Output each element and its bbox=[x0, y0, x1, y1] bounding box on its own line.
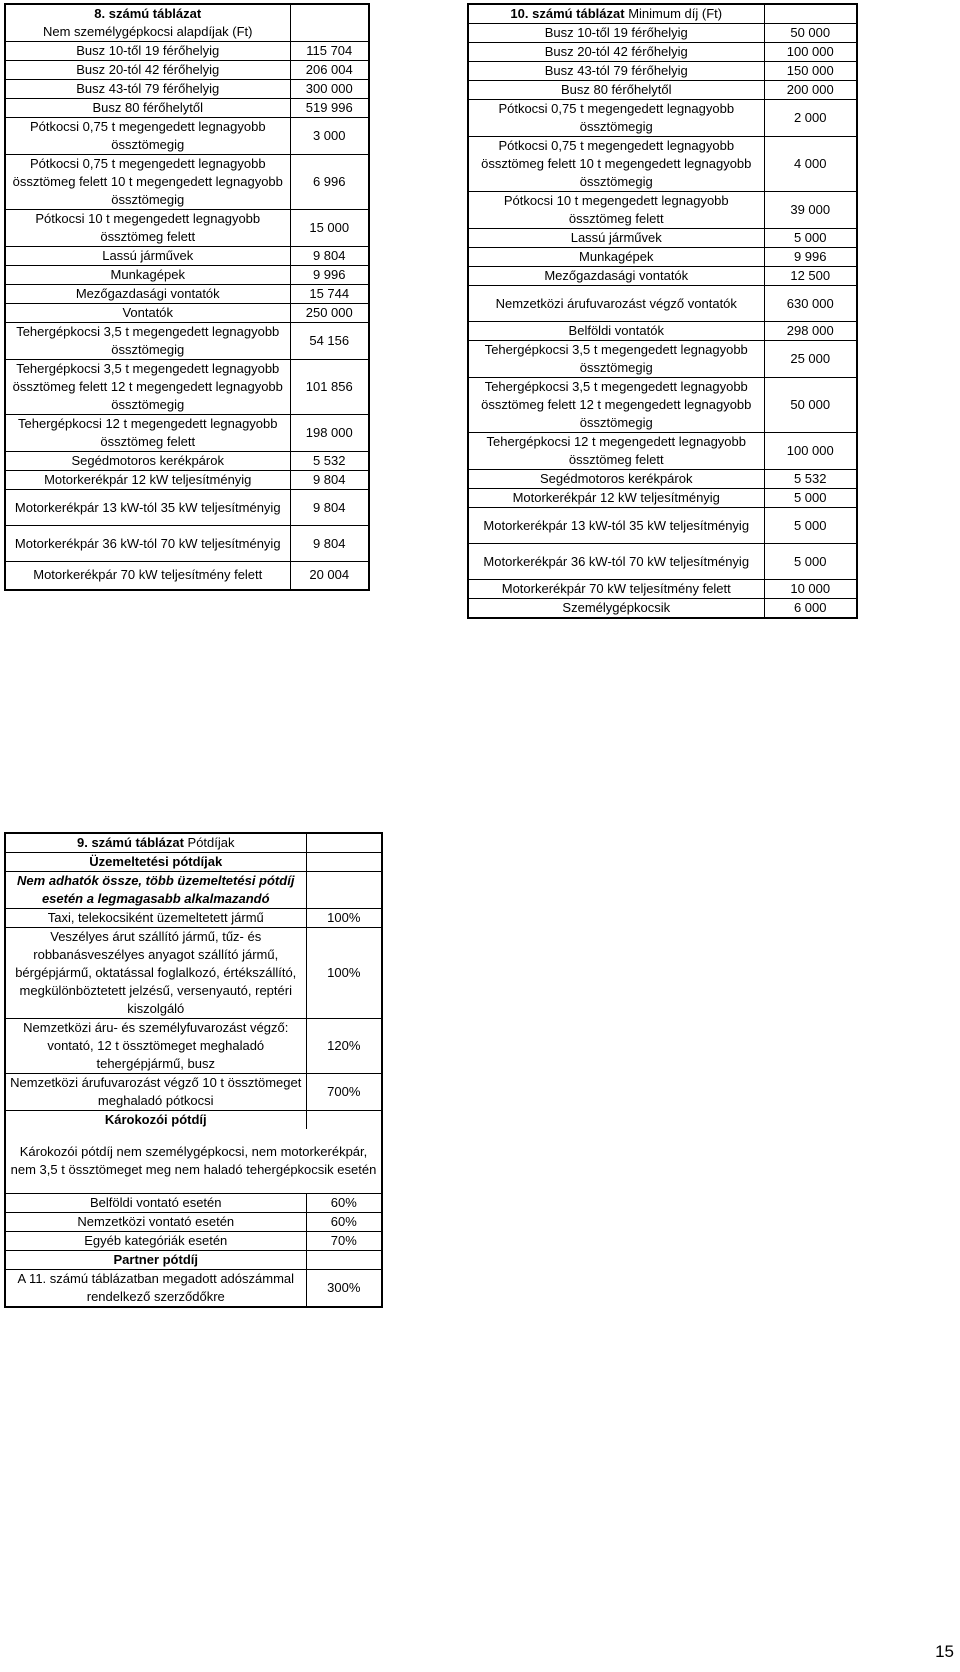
table-row: Nemzetközi árufuvarozást végző 10 t össztömeget meghaladó pótkocsi 700% bbox=[5, 1074, 382, 1111]
table-row: Tehergépkocsi 3,5 t megengedett legnagyobb össztömeg felett 12 t megengedett legnagyobb össztömegig 50 000 bbox=[468, 378, 857, 433]
section-title-operating: Üzemeltetési pótdíjak bbox=[5, 853, 306, 872]
table-row: Motorkerékpár 36 kW-tól 70 kW teljesítményig 5 000 bbox=[468, 544, 857, 580]
table-row: Tehergépkocsi 3,5 t megengedett legnagyobb össztömegig 25 000 bbox=[468, 341, 857, 378]
table-row: Egyéb kategóriák esetén 70% bbox=[5, 1231, 382, 1250]
table-row: Pótkocsi 0,75 t megengedett legnagyobb össztömeg felett 10 t megengedett legnagyobb össztömegig 4 000 bbox=[468, 137, 857, 192]
table-row: Segédmotoros kerékpárok 5 532 bbox=[468, 470, 857, 489]
table-row: Segédmotoros kerékpárok 5 532 bbox=[5, 452, 369, 471]
table-row: Motorkerékpár 13 kW-tól 35 kW teljesítményig 5 000 bbox=[468, 508, 857, 544]
table-row: Motorkerékpár 36 kW-tól 70 kW teljesítményig 9 804 bbox=[5, 526, 369, 562]
table-row: Busz 80 férőhelytől 200 000 bbox=[468, 81, 857, 100]
table-8-subtitle: Nem személygépkocsi alapdíjak (Ft) bbox=[5, 23, 290, 42]
table-row: Pótkocsi 0,75 t megengedett legnagyobb össztömegig 2 000 bbox=[468, 100, 857, 137]
table-row: Tehergépkocsi 12 t megengedett legnagyobb össztömeg felett 100 000 bbox=[468, 433, 857, 470]
section-title-partner: Partner pótdíj bbox=[5, 1250, 306, 1269]
table-row: Nemzetközi vontató esetén 60% bbox=[5, 1212, 382, 1231]
table-row: Lassú járművek 9 804 bbox=[5, 247, 369, 266]
table-row: Motorkerékpár 12 kW teljesítményig 5 000 bbox=[468, 489, 857, 508]
table-row: Motorkerékpár 70 kW teljesítmény felett 20 004 bbox=[5, 562, 369, 590]
table-row: Busz 10-től 19 férőhelyig 115 704 bbox=[5, 42, 369, 61]
table-row: Mezőgazdasági vontatók 12 500 bbox=[468, 267, 857, 286]
table-row: Pótkocsi 0,75 t megengedett legnagyobb össztömegig 3 000 bbox=[5, 118, 369, 155]
table-9 bbox=[4, 832, 383, 1308]
section-note-operating: Nem adhatók össze, több üzemeltetési pótdíj esetén a legmagasabb alkalmazandó bbox=[5, 872, 306, 909]
table-row: Tehergépkocsi 12 t megengedett legnagyobb össztömeg felett 198 000 bbox=[5, 415, 369, 452]
table-row: Motorkerékpár 70 kW teljesítmény felett 10 000 bbox=[468, 580, 857, 599]
table-row: Busz 43-tól 79 férőhelyig 150 000 bbox=[468, 62, 857, 81]
table-row: Nemzetközi árufuvarozást végző vontatók 630 000 bbox=[468, 286, 857, 322]
table-row: Motorkerékpár 12 kW teljesítményig 9 804 bbox=[5, 471, 369, 490]
table-row: Munkagépek 9 996 bbox=[468, 248, 857, 267]
table-row: Belföldi vontató esetén 60% bbox=[5, 1193, 382, 1212]
table-10 bbox=[467, 3, 858, 619]
table-row: Vontatók 250 000 bbox=[5, 304, 369, 323]
page-number: 15 bbox=[935, 1642, 954, 1661]
table-row: Nemzetközi áru- és személyfuvarozást végző: vontató, 12 t össztömeget meghaladó tehergépjármű, busz 120% bbox=[5, 1019, 382, 1074]
table-8 bbox=[4, 3, 370, 591]
table-row: Tehergépkocsi 3,5 t megengedett legnagyobb össztömegig 54 156 bbox=[5, 323, 369, 360]
table-row: A 11. számú táblázatban megadott adószámmal rendelkező szerződőkre 300% bbox=[5, 1269, 382, 1307]
table-9-caption: 9. számú táblázat Pótdíjak bbox=[5, 833, 306, 853]
table-row: Pótkocsi 0,75 t megengedett legnagyobb össztömeg felett 10 t megengedett legnagyobb össztömegig 6 996 bbox=[5, 155, 369, 210]
table-row: Lassú járművek 5 000 bbox=[468, 229, 857, 248]
table-row: Busz 80 férőhelytől 519 996 bbox=[5, 99, 369, 118]
section-title-damage: Károkozói pótdíj bbox=[5, 1111, 306, 1130]
table-8-caption: 8. számú táblázat bbox=[5, 4, 290, 23]
table-row: Pótkocsi 10 t megengedett legnagyobb össztömeg felett 15 000 bbox=[5, 210, 369, 247]
table-row: Munkagépek 9 996 bbox=[5, 266, 369, 285]
table-row: Személygépkocsik 6 000 bbox=[468, 599, 857, 619]
table-row: Belföldi vontatók 298 000 bbox=[468, 322, 857, 341]
table-row: Busz 10-től 19 férőhelyig 50 000 bbox=[468, 24, 857, 43]
table-row: Mezőgazdasági vontatók 15 744 bbox=[5, 285, 369, 304]
table-row: Taxi, telekocsiként üzemeltetett jármű 100% bbox=[5, 909, 382, 928]
table-row: Busz 43-tól 79 férőhelyig 300 000 bbox=[5, 80, 369, 99]
table-row: Veszélyes árut szállító jármű, tűz- és robbanásveszélyes anyagot szállító jármű, bérgépjármű, oktatással foglalkozó, értékszállító, megkülönböztetett jelzésű, versenyautó, reptéri kiszolgáló 100% bbox=[5, 928, 382, 1019]
table-row: Pótkocsi 10 t megengedett legnagyobb össztömeg felett 39 000 bbox=[468, 192, 857, 229]
table-row: Motorkerékpár 13 kW-tól 35 kW teljesítményig 9 804 bbox=[5, 490, 369, 526]
table-10-caption: 10. számú táblázat Minimum díj (Ft) bbox=[468, 4, 764, 24]
table-row: Busz 20-tól 42 férőhelyig 206 004 bbox=[5, 61, 369, 80]
table-row: Busz 20-tól 42 férőhelyig 100 000 bbox=[468, 43, 857, 62]
table-row: Tehergépkocsi 3,5 t megengedett legnagyobb össztömeg felett 12 t megengedett legnagyobb össztömegig 101 856 bbox=[5, 360, 369, 415]
section-note-damage: Károkozói pótdíj nem személygépkocsi, nem motorkerékpár, nem 3,5 t össztömeget meg nem haladó tehergépkocsik esetén bbox=[5, 1129, 382, 1193]
